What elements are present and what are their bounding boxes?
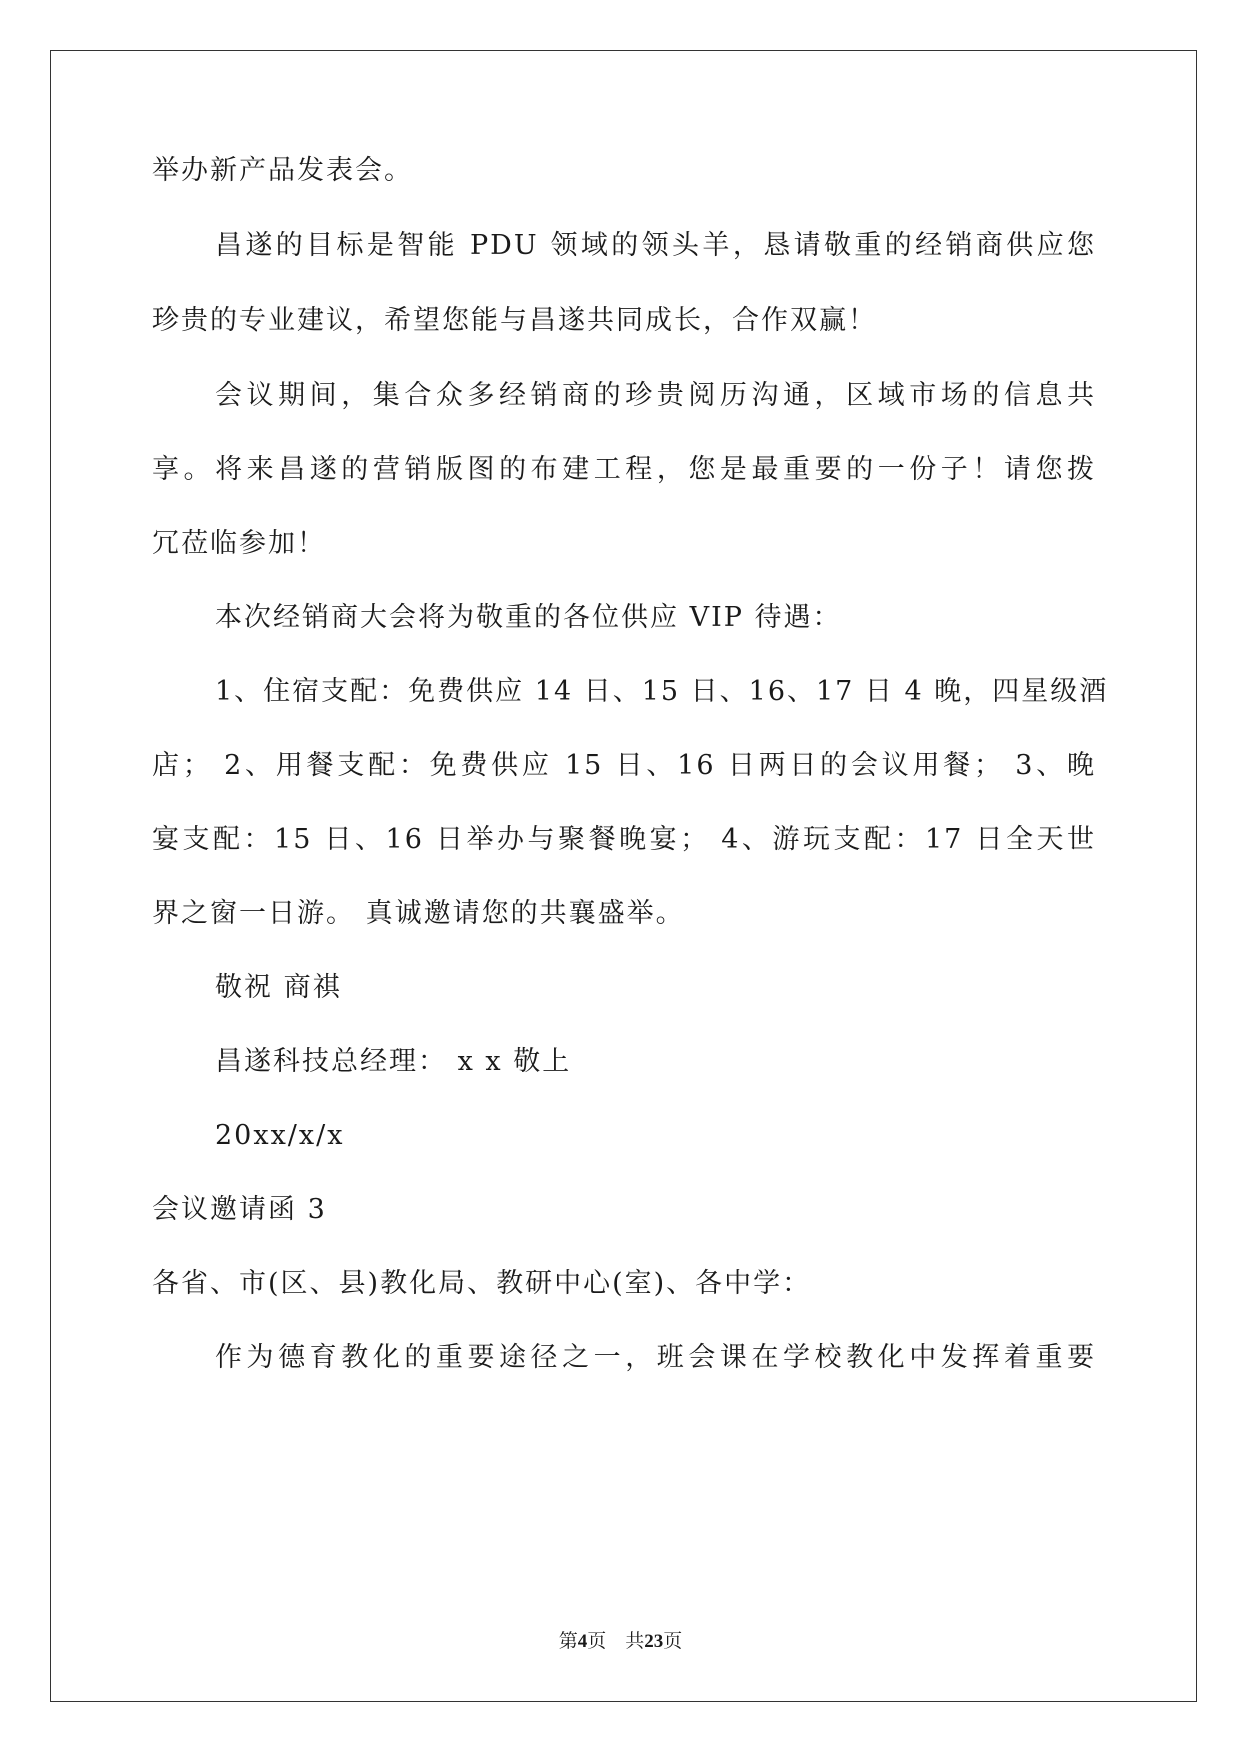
total-pages-number: 23: [644, 1631, 664, 1652]
footer-suffix: 页: [663, 1630, 683, 1652]
text-line: 界之窗一日游。 真诚邀请您的共襄盛举。: [152, 898, 685, 929]
footer-prefix: 第: [558, 1630, 578, 1652]
footer-mid: 页 共: [587, 1630, 645, 1652]
section-heading: 会议邀请函 3: [152, 1194, 327, 1225]
text-line: 举办新产品发表会。: [152, 155, 413, 186]
text-line: 店； 2、用餐支配：免费供应 15 日、16 日两日的会议用餐； 3、晚: [152, 750, 1096, 781]
text-line: 20xx/x/x: [215, 1120, 345, 1151]
text-line: 珍贵的专业建议，希望您能与昌遂共同成长，合作双赢！: [152, 305, 877, 336]
text-line: 冗莅临参加！: [152, 528, 326, 559]
text-line: 敬祝 商祺: [215, 972, 342, 1003]
text-line: 享。将来昌遂的营销版图的布建工程，您是最重要的一份子！请您拨: [152, 454, 1096, 485]
current-page-number: 4: [577, 1631, 588, 1652]
text-line: 昌遂的目标是智能 PDU 领域的领头羊，恳请敬重的经销商供应您: [215, 230, 1096, 261]
text-line: 昌遂科技总经理： x x 敬上: [215, 1046, 572, 1077]
text-line: 会议期间，集合众多经销商的珍贵阅历沟通，区域市场的信息共: [215, 380, 1096, 411]
text-line: 宴支配：15 日、16 日举办与聚餐晚宴； 4、游玩支配：17 日全天世: [152, 824, 1096, 855]
text-line: 1、住宿支配：免费供应 14 日、15 日、16、17 日 4 晚，四星级酒: [215, 676, 1109, 707]
text-line: 本次经销商大会将为敬重的各位供应 VIP 待遇：: [215, 602, 842, 633]
text-line: 作为德育教化的重要途径之一，班会课在学校教化中发挥着重要: [215, 1342, 1096, 1373]
text-line: 各省、市(区、县)教化局、教研中心(室)、各中学：: [152, 1268, 812, 1299]
page-footer: [0, 1626, 1241, 1653]
